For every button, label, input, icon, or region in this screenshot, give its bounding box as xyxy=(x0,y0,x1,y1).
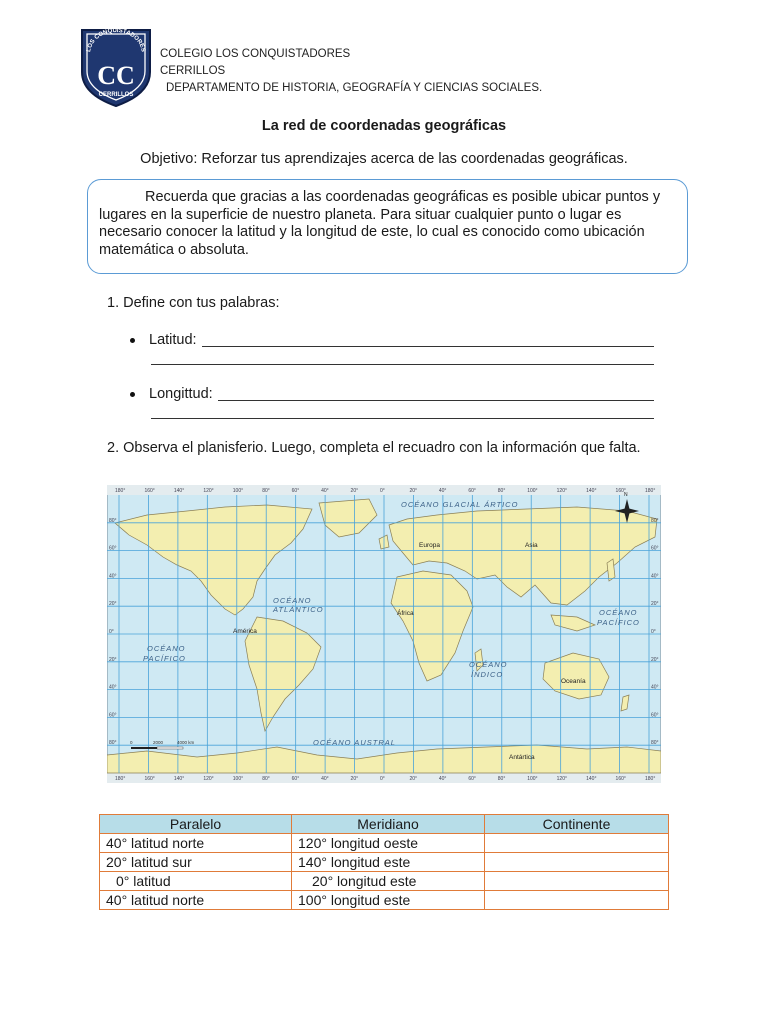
world-map xyxy=(107,485,661,783)
question-1: 1. Define con tus palabras: xyxy=(107,295,280,311)
label-oceano-indico-1: OCÉANO xyxy=(469,660,508,669)
label-oceano-pacifico-e-2: PACÍFICO xyxy=(597,618,640,627)
bottom-tick-label: 20° xyxy=(409,776,418,782)
cell-meridiano: 20° longitud este xyxy=(292,872,485,891)
cell-paralelo: 40° latitud norte xyxy=(100,891,292,910)
top-tick-label: 60° xyxy=(468,488,476,494)
bottom-tick-label: 100° xyxy=(232,776,244,782)
top-tick-label: 180° xyxy=(115,488,126,494)
label-oceano-atlantico-1: OCÉANO xyxy=(273,596,312,605)
bottom-tick-label: 120° xyxy=(203,776,214,782)
top-tick-label: 100° xyxy=(232,488,244,494)
table-row xyxy=(100,834,669,853)
left-tick-label: 60° xyxy=(109,712,117,719)
department-name: DEPARTAMENTO DE HISTORIA, GEOGRAFÍA Y CIENCIAS SOCIALES. xyxy=(166,82,543,94)
latitud-label: Latitud: xyxy=(149,332,197,348)
top-tick-label: 80° xyxy=(497,488,506,494)
school-header xyxy=(160,46,542,97)
right-tick-label: 20° xyxy=(651,656,659,663)
cell-continente-input[interactable] xyxy=(485,853,669,872)
cell-paralelo: 20° latitud sur xyxy=(100,853,292,872)
label-oceano-pacifico-e-1: OCÉANO xyxy=(599,608,638,617)
right-tick-label: 60° xyxy=(651,712,659,719)
top-tick-label: 60° xyxy=(291,488,300,494)
right-tick-label: 60° xyxy=(651,545,659,552)
bottom-tick-label: 120° xyxy=(556,776,568,782)
top-tick-label: 80° xyxy=(262,488,270,494)
top-tick-label: 100° xyxy=(527,488,538,494)
cell-continente-input[interactable] xyxy=(485,872,669,891)
objective-text: Objetivo: Reforzar tus aprendizajes acerca de las coordenadas geográficas. xyxy=(140,151,628,167)
left-tick-label: 40° xyxy=(109,573,117,580)
top-tick-label: 40° xyxy=(438,488,447,494)
cell-meridiano: 140° longitud este xyxy=(292,853,485,872)
top-tick-label: 140° xyxy=(586,488,597,494)
bottom-tick-label: 0° xyxy=(380,776,385,782)
header-paralelo: Paralelo xyxy=(100,815,292,834)
answer-line-longitud-2[interactable] xyxy=(151,418,654,419)
bullet-longitud xyxy=(130,386,213,402)
bullet-dot xyxy=(130,338,135,343)
school-name: COLEGIO LOS CONQUISTADORES xyxy=(160,48,351,60)
header-continente: Continente xyxy=(485,815,669,834)
longitud-label: Longittud: xyxy=(149,386,213,402)
worksheet-title: La red de coordenadas geográficas xyxy=(261,118,507,134)
bottom-tick-label: 180° xyxy=(645,776,656,782)
top-tick-label: 120° xyxy=(556,488,568,494)
bottom-tick-label: 40° xyxy=(438,776,447,782)
left-tick-label: 80° xyxy=(109,517,117,524)
top-tick-label: 20° xyxy=(409,488,418,494)
cell-meridiano: 120° longitud oeste xyxy=(292,834,485,853)
compass-north-label: N xyxy=(624,492,628,498)
top-tick-label: 40° xyxy=(321,488,329,494)
bottom-tick-label: 40° xyxy=(321,776,329,782)
top-tick-label: 160° xyxy=(144,488,155,494)
scale-label-2000: 2000 xyxy=(153,740,164,745)
answer-line-longitud-1[interactable] xyxy=(218,400,654,401)
bottom-tick-label: 180° xyxy=(115,776,126,782)
cell-paralelo: 40° latitud norte xyxy=(100,834,292,853)
bottom-tick-label: 140° xyxy=(173,776,185,782)
logo-city: CERRILLOS xyxy=(98,92,134,98)
label-oceania: Oceanía xyxy=(561,678,586,685)
right-tick-label: 80° xyxy=(651,740,659,747)
answer-line-latitud-1[interactable] xyxy=(202,346,654,347)
school-city: CERRILLOS xyxy=(160,65,226,77)
top-tick-label: 180° xyxy=(645,488,656,494)
bottom-tick-label: 160° xyxy=(615,776,626,782)
left-tick-label: 20° xyxy=(109,601,117,608)
left-tick-label: 40° xyxy=(109,684,117,691)
right-tick-label: 0° xyxy=(651,629,656,635)
bullet-dot xyxy=(130,392,135,397)
right-tick-label: 20° xyxy=(651,601,659,608)
bullet-latitud xyxy=(130,332,197,348)
bottom-tick-label: 80° xyxy=(262,776,270,782)
label-europa: Europa xyxy=(419,542,440,549)
answer-line-latitud-2[interactable] xyxy=(151,364,654,365)
right-tick-label: 80° xyxy=(651,517,659,524)
cell-paralelo: 0° latitud xyxy=(100,872,292,891)
left-tick-label: 20° xyxy=(109,656,117,663)
left-tick-label: 60° xyxy=(109,545,117,552)
cell-meridiano: 100° longitud este xyxy=(292,891,485,910)
bottom-tick-label: 140° xyxy=(586,776,597,782)
bottom-tick-label: 100° xyxy=(527,776,538,782)
table-row xyxy=(100,872,669,891)
answer-table xyxy=(99,814,669,910)
bottom-tick-label: 20° xyxy=(350,776,359,782)
label-oceano-atlantico-2: ATLÁNTICO xyxy=(273,605,324,614)
logo-letters: CC xyxy=(97,61,135,90)
label-america: América xyxy=(233,628,257,635)
bottom-tick-label: 160° xyxy=(144,776,155,782)
school-logo xyxy=(78,28,154,108)
right-tick-label: 40° xyxy=(651,573,659,580)
scale-label-0: 0 xyxy=(130,740,133,745)
bottom-tick-label: 80° xyxy=(497,776,506,782)
scale-label-4000: 4000 km xyxy=(177,740,195,745)
bottom-tick-label: 60° xyxy=(468,776,476,782)
cell-continente-input[interactable] xyxy=(485,834,669,853)
top-tick-label: 140° xyxy=(173,488,185,494)
top-tick-label: 120° xyxy=(203,488,214,494)
top-tick-label: 20° xyxy=(350,488,359,494)
top-tick-label: 160° xyxy=(615,488,626,494)
label-oceano-pacifico-w-2: PACÍFICO xyxy=(143,654,186,663)
header-meridiano: Meridiano xyxy=(292,815,485,834)
label-africa: África xyxy=(397,610,414,617)
left-tick-label: 80° xyxy=(109,740,117,747)
table-row xyxy=(100,853,669,872)
label-oceano-pacifico-w-1: OCÉANO xyxy=(147,644,186,653)
question-2: 2. Observa el planisferio. Luego, completa el recuadro con la información que falta. xyxy=(107,440,641,456)
right-tick-label: 40° xyxy=(651,684,659,691)
label-antartica: Antártica xyxy=(509,754,535,761)
table-header-row xyxy=(100,815,669,834)
label-asia: Asia xyxy=(525,542,538,549)
label-oceano-austral: OCÉANO AUSTRAL xyxy=(313,738,396,747)
logo-ring-text: LOS CONQUISTADORES xyxy=(86,28,146,53)
top-tick-label: 0° xyxy=(380,488,385,494)
cell-continente-input[interactable] xyxy=(485,891,669,910)
label-oceano-indico-2: ÍNDICO xyxy=(471,670,504,679)
bottom-tick-label: 60° xyxy=(291,776,300,782)
reminder-callout: Recuerda que gracias a las coordenadas geográficas es posible ubicar puntos y lugares en la superficie de nuestro planeta. Para situar cualquier punto o lugar es necesario conocer la latitud y la longitud de este, lo cual es conocido como ubicación matemática o absoluta. xyxy=(87,179,688,274)
table-row xyxy=(100,891,669,910)
left-tick-label: 0° xyxy=(109,629,114,635)
label-oceano-glacial: OCÉANO GLACIAL ÁRTICO xyxy=(401,500,519,509)
